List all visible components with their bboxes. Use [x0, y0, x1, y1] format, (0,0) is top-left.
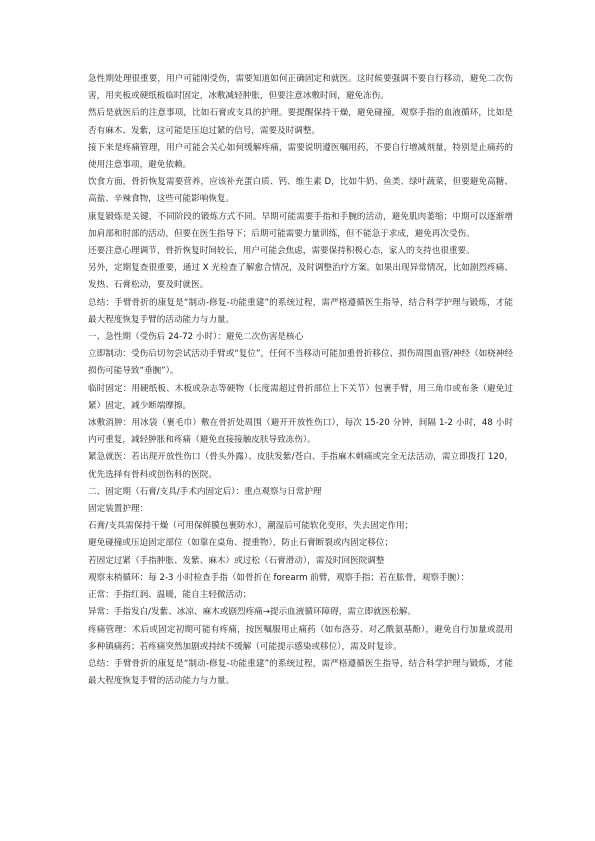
paragraph: 异常：手指发白/发紫、冰凉、麻木或剧烈疼痛→提示血液循环障碍，需立即就医松解。: [88, 607, 417, 618]
paragraph: 饮食方面，骨折恢复需要营养，应该补充蛋白质、钙、维生素 D，比如牛奶、鱼类、绿叶蔬菜，但要避免高糖、高盐、辛辣食物，这些可能影响恢复。: [88, 177, 513, 205]
summary-paragraph: 总结：手臂骨折的康复是“制动-修复-功能重建”的系统过程，需严格遵循医生指导，结合科学护理与锻炼，才能最大程度恢复手臂的活动能力与力量。: [88, 297, 513, 325]
summary-paragraph: 总结：手臂骨折的康复是“制动-修复-功能重建”的系统过程，需严格遵循医生指导，结合科学护理与锻炼，才能最大程度恢复手臂的活动能力与力量。: [88, 658, 513, 687]
paragraph: 正常：手指红润、温暖，能自主轻微活动；: [88, 590, 252, 601]
paragraph: 疼痛管理：术后或固定初期可能有疼痛，按医嘱服用止痛药（如布洛芬、对乙酰氨基酚），避免自行加量或混用多种镇痛药；若疼痛突然加剧或持续不缓解（可能提示感染或移位），需及时复诊。: [88, 624, 513, 652]
paragraph: 冰敷消肿：用冰袋（裹毛巾）敷在骨折处周围（避开开放性伤口），每次 15-20 分钟，间隔 1-2 小时，48 小时内可重复，减轻肿胀和疼痛（避免直接接触皮肤导致冻伤）。: [88, 418, 513, 446]
paragraph: 若固定过紧（手指肿胀、发紫、麻木）或过松（石膏滑动），需及时回医院调整: [88, 555, 385, 566]
section-heading: 一、急性期（受伤后 24-72 小时）：避免二次伤害是核心: [88, 332, 304, 343]
paragraph: 避免碰撞或压迫固定部位（如靠在桌角、提重物），防止石膏断裂或内固定移位；: [88, 538, 394, 549]
paragraph: 然后是就医后的注意事项，比如石膏或支具的护理。要提醒保持干燥，避免碰撞，观察手指的血液循环，比如是否有麻木、发紫，这可能是压迫过紧的信号，需要及时调整。: [88, 108, 513, 136]
paragraph: 临时固定：用硬纸板、木板或杂志等硬物（长度需超过骨折部位上下关节）包裹手臂，用三角巾或布条（避免过紧）固定，减少断端摩擦。: [88, 383, 513, 411]
paragraph: 急性期处理很重要，用户可能刚受伤，需要知道如何正确固定和就医。这时候要强调不要自行移动，避免二次伤害，用夹板或硬纸板临时固定，冰敷减轻肿胀，但要注意冰敷时间，避免冻伤。: [88, 74, 513, 102]
section-heading: 二、固定期（石膏/支具/手术内固定后）：重点观察与日常护理: [88, 486, 322, 497]
paragraph: 固定装置护理：: [88, 504, 149, 515]
paragraph: 康复锻炼是关键，不同阶段的锻炼方式不同。早期可能需要手指和手腕的活动，避免肌肉萎缩；中期可以逐渐增加肩部和肘部的活动，但要在医生指导下；后期可能需要力量训练，但不能急于求成，避免再次受伤。: [88, 211, 513, 239]
paragraph: 另外，定期复查很重要，通过 X 光检查了解愈合情况，及时调整治疗方案。如果出现异常情况，比如剧烈疼痛、发热、石膏松动，要及时就医。: [88, 263, 513, 291]
document-body: [88, 71, 513, 690]
paragraph: 接下来是疼痛管理，用户可能会关心如何缓解疼痛，需要说明遵医嘱用药，不要自行增减剂量，特别是止痛药的使用注意事项，避免依赖。: [88, 142, 513, 171]
paragraph: 紧急就医：若出现开放性伤口（骨头外露）、皮肤发紫/苍白、手指麻木刺痛或完全无法活动，需立即拨打 120，优先选择有骨科或创伤科的医院。: [88, 452, 513, 480]
paragraph: 观察末梢循环：每 2-3 小时检查手指（如骨折在 forearm 前臂，观察手指；若在肱骨，观察手腕）：: [88, 572, 470, 583]
paragraph: 立即制动：受伤后切勿尝试活动手臂或“复位”，任何不当移动可能加重骨折移位、损伤周围血管/神经（如桡神经损伤可能导致“垂腕”）。: [88, 349, 513, 377]
paragraph: 石膏/支具需保持干燥（可用保鲜膜包裹防水），潮湿后可能软化变形，失去固定作用；: [88, 521, 414, 532]
paragraph: 还要注意心理调节，骨折恢复时间较长，用户可能会焦虑，需要保持积极心态，家人的支持也很重要。: [88, 246, 475, 257]
